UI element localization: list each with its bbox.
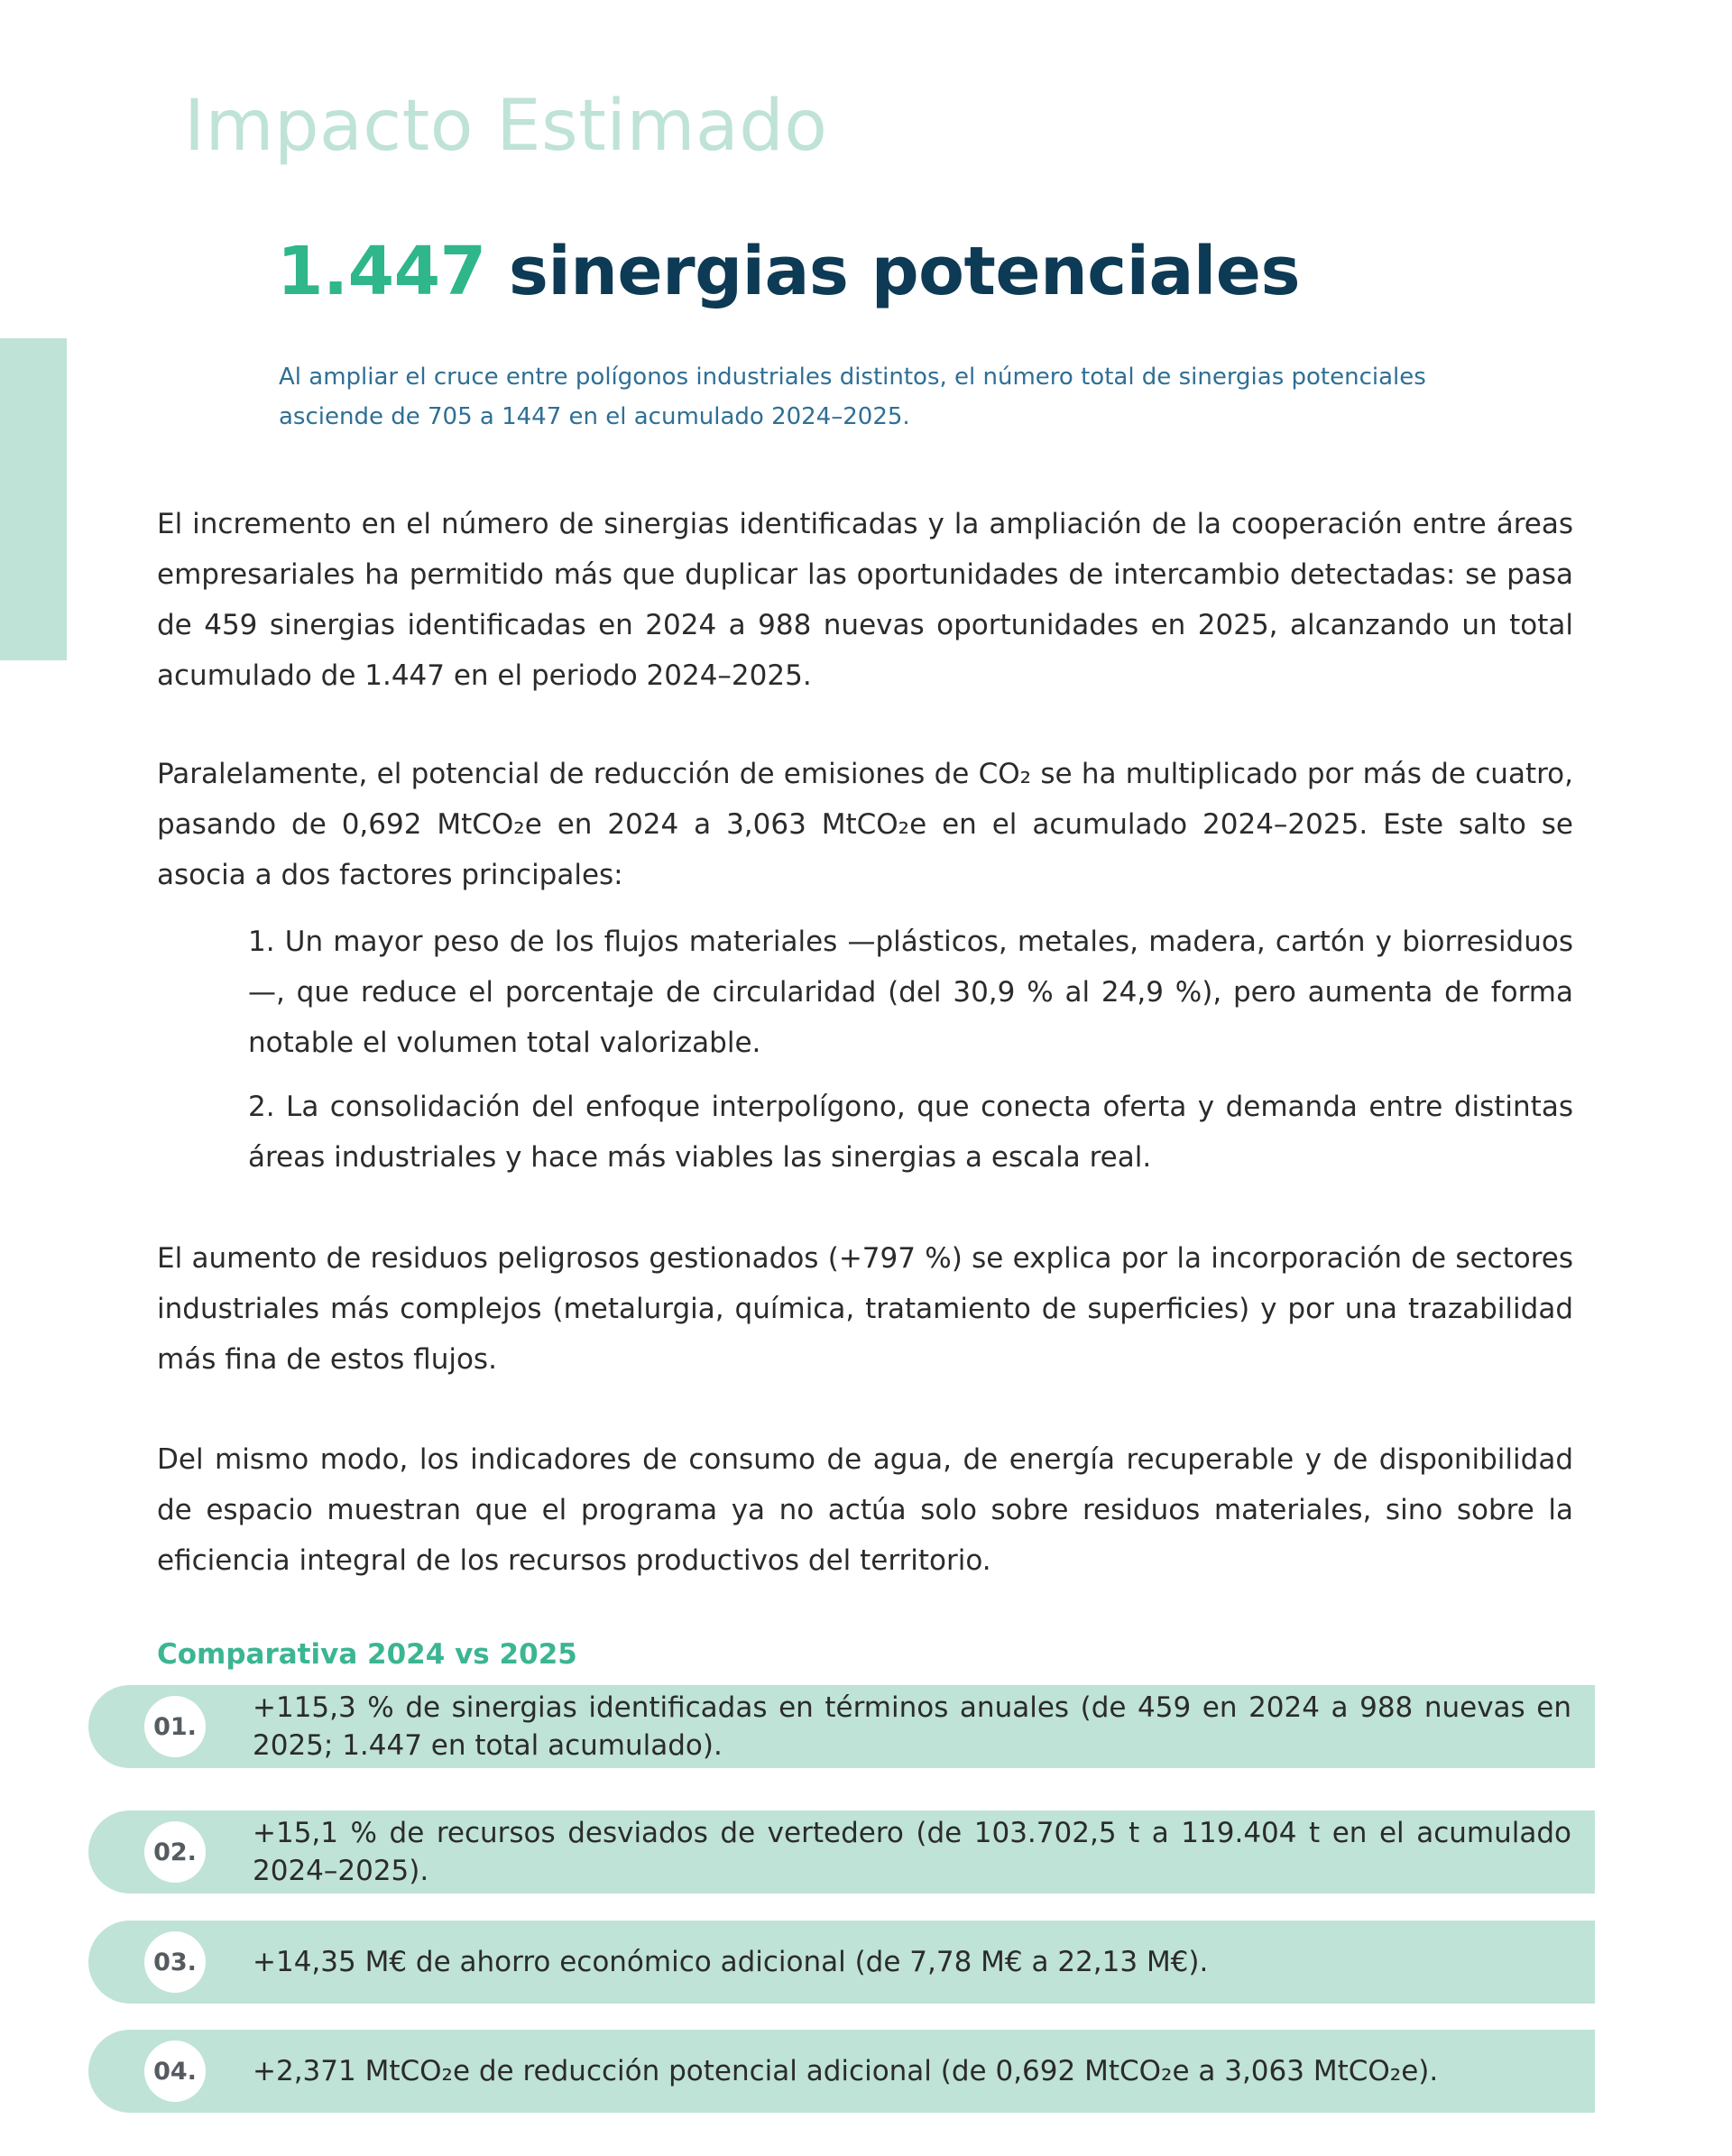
comparison-text-content: +15,1 % de recursos desviados de vertedero (de 103.702,5 t a 119.404 t en el acumulado 2024–2025). bbox=[253, 1817, 1571, 1887]
comparison-item-2 bbox=[88, 1810, 1595, 1893]
body-paragraph-3: El aumento de residuos peligrosos gestionados (+797 %) se explica por la incorporación de sectores industriales más complejos (metalurgia, química, tratamiento de superficies) y por una trazabilidad más fina de estos flujos. bbox=[157, 1242, 1573, 1376]
headline-number: 1.447 bbox=[277, 233, 486, 310]
body-paragraph-2: Paralelamente, el potencial de reducción de emisiones de CO₂ se ha multiplicado por más de cuatro, pasando de 0,692 MtCO₂e en 2024 a 3,063 MtCO₂e en el acumulado 2024–2025. Este salto se asocia a dos factores principales: bbox=[157, 758, 1573, 891]
comparison-item-3 bbox=[88, 1921, 1595, 2004]
comparison-number-badge: 04. bbox=[144, 2041, 206, 2102]
factor-list-1 bbox=[248, 917, 1573, 1068]
headline-text: sinergias potenciales bbox=[508, 233, 1301, 310]
comparison-title: Comparativa 2024 vs 2025 bbox=[157, 1638, 577, 1671]
section-title: Impacto Estimado bbox=[184, 86, 828, 167]
factor-item-1: 1. Un mayor peso de los flujos materiales —plásticos, metales, madera, cartón y biorresiduos—, que reduce el porcentaje de circularidad (del 30,9 % al 24,9 %), pero aumenta de forma notable el volumen total valorizable. bbox=[248, 926, 1573, 1059]
side-accent-bar bbox=[0, 338, 67, 660]
headline bbox=[277, 233, 1300, 310]
factor-item-2: 2. La consolidación del enfoque interpolígono, que conecta oferta y demanda entre distintas áreas industriales y hace más viables las sinergias a escala real. bbox=[248, 1091, 1573, 1174]
factor-list-2 bbox=[248, 1082, 1573, 1183]
comparison-number-badge: 02. bbox=[144, 1821, 206, 1883]
body-paragraph-1: El incremento en el número de sinergias identificadas y la ampliación de la cooperación entre áreas empresariales ha permitido más que duplicar las oportunidades de intercambio detectadas: se pasa de 459 sinergias identificadas en 2024 a 988 nuevas oportunidades en 2025, alcanzando un total acumulado de 1.447 en el periodo 2024–2025. bbox=[157, 508, 1573, 692]
comparison-text bbox=[253, 1810, 1571, 1893]
comparison-text bbox=[253, 2030, 1571, 2113]
comparison-text bbox=[253, 1921, 1571, 2004]
lead-paragraph: Al ampliar el cruce entre polígonos industriales distintos, el número total de sinergias potenciales asciende de 705 a 1447 en el acumulado 2024–2025. bbox=[279, 364, 1426, 430]
comparison-text-content: +2,371 MtCO₂e de reducción potencial adicional (de 0,692 MtCO₂e a 3,063 MtCO₂e). bbox=[253, 2055, 1439, 2087]
comparison-number-badge: 01. bbox=[144, 1696, 206, 1757]
comparison-text bbox=[253, 1685, 1571, 1768]
comparison-number-badge: 03. bbox=[144, 1931, 206, 1993]
comparison-text-content: +14,35 M€ de ahorro económico adicional (de 7,78 M€ a 22,13 M€). bbox=[253, 1946, 1209, 1978]
comparison-text-content: +115,3 % de sinergias identificadas en términos anuales (de 459 en 2024 a 988 nuevas en 2025; 1.447 en total acumulado). bbox=[253, 1691, 1571, 1762]
comparison-item-1 bbox=[88, 1685, 1595, 1768]
body-paragraph-4: Del mismo modo, los indicadores de consumo de agua, de energía recuperable y de disponibilidad de espacio muestran que el programa ya no actúa solo sobre residuos materiales, sino sobre la eficiencia integral de los recursos productivos del territorio. bbox=[157, 1443, 1573, 1577]
comparison-item-4 bbox=[88, 2030, 1595, 2113]
